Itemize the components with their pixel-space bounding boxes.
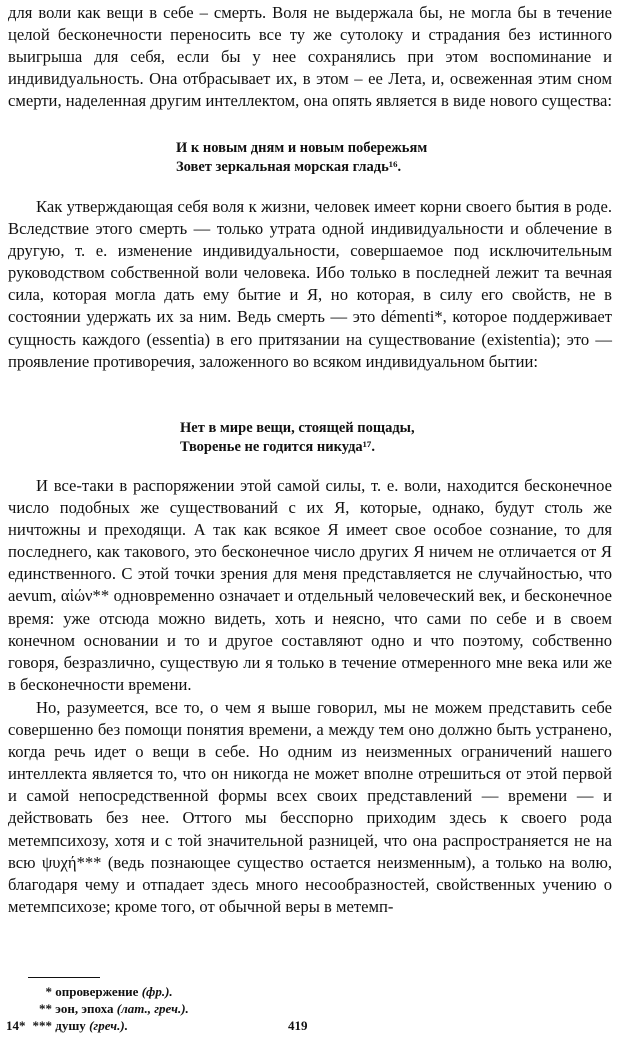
footnote-3-text: душу: [55, 1018, 86, 1033]
paragraph-3: [8, 475, 612, 696]
footnote-3-mark: ***: [32, 1018, 52, 1033]
paragraph-3-text: И все-таки в распоряжении этой самой силы, т. е. воли, находится бесконечное число подобных же существований с их Я, которые, однако, будут столь же ничтожны и преходящи. А так как всякое Я имеет свое особое сознание, то для последнего, как такового, это бесконечное число других Я ничем не отличается от Я единственного. С этой точки зрения для меня представляется не случайностью, что aevum, αἰών** одновременно означает и отдельный человеческий век, и бесконечное время: уже отсюда можно видеть, хоть и неясно, что сами по себе и в своем конечном основании и то и другое составляют одно и что поэтому, собственно говоря, безразлично, существую ли я только в течение отмеренного мне века или же в бесконечности времени.: [8, 476, 612, 694]
verse-2-line-1: Нет в мире вещи, стоящей пощады,: [180, 420, 415, 436]
page-number: 419: [288, 1018, 308, 1033]
footnote-3-note: (греч.).: [89, 1018, 128, 1033]
signature-mark: 14*: [6, 1018, 26, 1033]
footnotes: [30, 983, 189, 1034]
paragraph-2-text: Как утверждающая себя воля к жизни, человек имеет корни своего бытия в роде. Вследствие этого смерть — только утрата одной индивидуальности и облечение в другую, т. е. изменение индивидуальности, совершаемое под исключительным руководством собственной воли человека. Ибо только в последней лежит та вечная сила, которая могла дать ему бытие и Я, но которая, в силу его свойств, не в состоянии удержать их за ним. Ведь смерть — это démenti*, которое поддерживает сущность каждого (essentia) в его притязании на существование (existentia); это — проявление противоречия, заложенного во всяком индивидуальном бытии:: [8, 197, 612, 371]
paragraph-1-text: для воли как вещи в себе – смерть. Воля не выдержала бы, не могла бы в течение целой бесконечности переносить все ту же сутолоку и страдания без истинного выигрыша для себя, если бы у нее сохранялись при этом воспоминание и индивидуальность. Она отбрасывает их, в этом – ее Лета, и, освеженная этим сном смерти, наделенная другим интеллектом, она опять является в виде нового существа:: [8, 3, 612, 111]
footnote-1-note: (фр.).: [141, 984, 173, 999]
footnote-1: [30, 983, 189, 1000]
paragraph-2: [8, 196, 612, 373]
verse-1-line-1: И к новым дням и новым побережьям: [176, 140, 428, 156]
footnote-1-text: опровержение: [55, 984, 139, 999]
paragraph-1: [8, 2, 612, 112]
verse-1: [176, 139, 427, 177]
footnote-2-note: (лат., греч.).: [116, 1001, 189, 1016]
paragraph-4-text: Но, разумеется, все то, о чем я выше говорил, мы не можем представить себе совершенно без помощи понятия времени, а между тем оно должно быть устранено, когда речь идет о вещи в себе. Но одним из неизменных ограничений нашего интеллекта является то, что он никогда не может вполне отрешиться от этой первой и самой непосредственной формы всех своих представлений –– времени — и действовать без нее. Оттого мы бесспорно приходим здесь к своего рода метемпсихозу, хотя и с той значительной разницей, что она распространяется не на всю ψυχή*** (ведь познающее существо остается неизменным), а только на волю, благодаря чему и отпадает здесь много несообразностей, свойственных учению о метемпсихозе; кроме того, от обычной веры в метемп-: [8, 698, 612, 916]
verse-1-line-2: Зовет зеркальная морская гладь¹⁶.: [176, 159, 402, 175]
verse-2: [180, 419, 415, 457]
footnote-2-mark: **: [39, 1001, 52, 1016]
paragraph-4: [8, 697, 612, 918]
footnote-divider: [28, 977, 100, 978]
footnote-2: [30, 1000, 189, 1017]
verse-2-line-2: Творенье не годится никуда¹⁷.: [180, 439, 375, 455]
footnote-3: [30, 1017, 189, 1034]
footnote-2-text: эон, эпоха: [55, 1001, 114, 1016]
footnote-1-mark: *: [45, 984, 52, 999]
